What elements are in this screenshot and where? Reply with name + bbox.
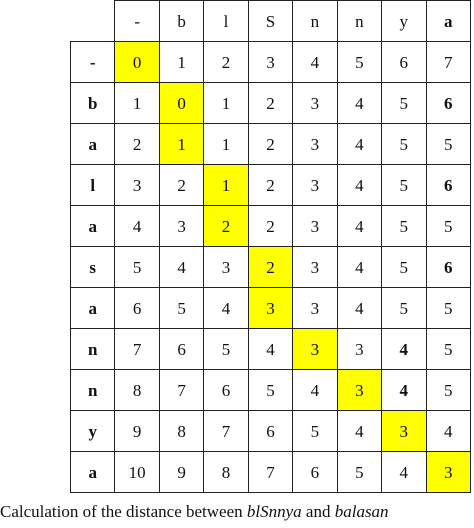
column-header: n: [293, 1, 337, 42]
caption-word-2: balasan: [334, 502, 389, 521]
matrix-row: [71, 165, 471, 206]
matrix-cell: 4: [337, 247, 381, 288]
matrix-cell: 2: [159, 165, 203, 206]
caption-prefix: Calculation of the distance between: [0, 502, 247, 521]
path-cell: 3: [248, 288, 292, 329]
column-header: b: [159, 1, 203, 42]
row-header: b: [71, 83, 115, 124]
matrix-cell: 4: [293, 42, 337, 83]
matrix-cell: 5: [382, 124, 426, 165]
column-header: y: [382, 1, 426, 42]
matrix-cell: 5: [382, 83, 426, 124]
matrix-cell: 9: [159, 452, 203, 493]
matrix-cell: 4: [382, 370, 426, 411]
matrix-cell: 2: [115, 124, 159, 165]
figure-caption: [0, 502, 474, 522]
column-header: l: [204, 1, 248, 42]
matrix-cell: 6: [382, 42, 426, 83]
matrix-cell: 5: [426, 370, 471, 411]
row-header: y: [71, 411, 115, 452]
matrix-cell: 3: [337, 329, 381, 370]
path-cell: 3: [426, 452, 471, 493]
row-header: n: [71, 370, 115, 411]
path-cell: 1: [159, 124, 203, 165]
matrix-cell: 4: [426, 411, 471, 452]
matrix-cell: 1: [115, 83, 159, 124]
path-cell: 0: [115, 42, 159, 83]
matrix-cell: 4: [337, 83, 381, 124]
path-cell: 0: [159, 83, 203, 124]
matrix-cell: 4: [337, 165, 381, 206]
matrix-cell: 2: [248, 83, 292, 124]
matrix-cell: 2: [204, 42, 248, 83]
column-header: a: [426, 1, 471, 42]
matrix-cell: 4: [293, 370, 337, 411]
matrix-row: [71, 411, 471, 452]
matrix-cell: 3: [293, 247, 337, 288]
matrix-row: [71, 124, 471, 165]
matrix-cell: 4: [337, 124, 381, 165]
matrix-cell: 2: [248, 165, 292, 206]
matrix-row: [71, 83, 471, 124]
matrix-cell: 3: [115, 165, 159, 206]
matrix-cell: 7: [204, 411, 248, 452]
path-cell: 2: [204, 206, 248, 247]
matrix-cell: 4: [204, 288, 248, 329]
matrix-cell: 4: [115, 206, 159, 247]
path-cell: 2: [248, 247, 292, 288]
matrix-cell: 5: [382, 247, 426, 288]
row-header: s: [71, 247, 115, 288]
matrix-cell: 6: [426, 165, 471, 206]
matrix-cell: 8: [204, 452, 248, 493]
matrix-cell: 5: [426, 329, 471, 370]
matrix-cell: 6: [204, 370, 248, 411]
matrix-cell: 3: [248, 42, 292, 83]
matrix-cell: 5: [293, 411, 337, 452]
path-cell: 3: [337, 370, 381, 411]
header-row: [71, 1, 471, 42]
matrix-cell: 7: [159, 370, 203, 411]
path-cell: 1: [204, 165, 248, 206]
matrix-cell: 2: [248, 206, 292, 247]
row-header: l: [71, 165, 115, 206]
matrix-row: [71, 247, 471, 288]
matrix-cell: 5: [426, 206, 471, 247]
matrix-cell: 6: [426, 83, 471, 124]
row-header: a: [71, 124, 115, 165]
matrix-cell: 5: [204, 329, 248, 370]
distance-matrix-table: [70, 0, 471, 493]
matrix-cell: 4: [337, 288, 381, 329]
matrix-cell: 4: [159, 247, 203, 288]
corner-cell: [71, 1, 115, 42]
matrix-cell: 5: [382, 288, 426, 329]
matrix-cell: 10: [115, 452, 159, 493]
matrix-cell: 6: [248, 411, 292, 452]
matrix-cell: 4: [382, 452, 426, 493]
matrix-cell: 5: [426, 124, 471, 165]
matrix-row: [71, 370, 471, 411]
matrix-cell: 5: [382, 165, 426, 206]
matrix-cell: 4: [248, 329, 292, 370]
matrix-cell: 5: [337, 452, 381, 493]
row-header: -: [71, 42, 115, 83]
distance-matrix-body: [71, 1, 471, 493]
caption-word-1: blSnnya: [246, 502, 302, 521]
matrix-cell: 7: [426, 42, 471, 83]
matrix-row: [71, 329, 471, 370]
matrix-cell: 6: [293, 452, 337, 493]
matrix-cell: 4: [382, 329, 426, 370]
row-header: a: [71, 452, 115, 493]
matrix-cell: 5: [337, 42, 381, 83]
row-header: a: [71, 288, 115, 329]
caption-middle: and: [301, 502, 335, 521]
path-cell: 3: [293, 329, 337, 370]
matrix-cell: 8: [159, 411, 203, 452]
matrix-cell: 2: [248, 124, 292, 165]
matrix-cell: 6: [159, 329, 203, 370]
column-header: S: [248, 1, 292, 42]
matrix-cell: 9: [115, 411, 159, 452]
matrix-cell: 7: [115, 329, 159, 370]
matrix-cell: 3: [293, 206, 337, 247]
matrix-cell: 6: [426, 247, 471, 288]
matrix-cell: 1: [159, 42, 203, 83]
matrix-cell: 5: [159, 288, 203, 329]
matrix-cell: 5: [115, 247, 159, 288]
matrix-row: [71, 206, 471, 247]
matrix-cell: 3: [159, 206, 203, 247]
matrix-cell: 7: [248, 452, 292, 493]
matrix-row: [71, 288, 471, 329]
matrix-cell: 4: [337, 206, 381, 247]
matrix-cell: 5: [426, 288, 471, 329]
row-header: a: [71, 206, 115, 247]
column-header: -: [115, 1, 159, 42]
matrix-cell: 1: [204, 83, 248, 124]
matrix-cell: 3: [293, 124, 337, 165]
path-cell: 3: [382, 411, 426, 452]
distance-matrix-figure: [70, 0, 471, 493]
matrix-cell: 5: [248, 370, 292, 411]
matrix-cell: 5: [382, 206, 426, 247]
matrix-cell: 3: [293, 288, 337, 329]
row-header: n: [71, 329, 115, 370]
matrix-row: [71, 452, 471, 493]
matrix-cell: 8: [115, 370, 159, 411]
matrix-cell: 6: [115, 288, 159, 329]
matrix-cell: 3: [293, 165, 337, 206]
matrix-cell: 4: [337, 411, 381, 452]
column-header: n: [337, 1, 381, 42]
matrix-cell: 3: [204, 247, 248, 288]
matrix-row: [71, 42, 471, 83]
matrix-cell: 1: [204, 124, 248, 165]
matrix-cell: 3: [293, 83, 337, 124]
